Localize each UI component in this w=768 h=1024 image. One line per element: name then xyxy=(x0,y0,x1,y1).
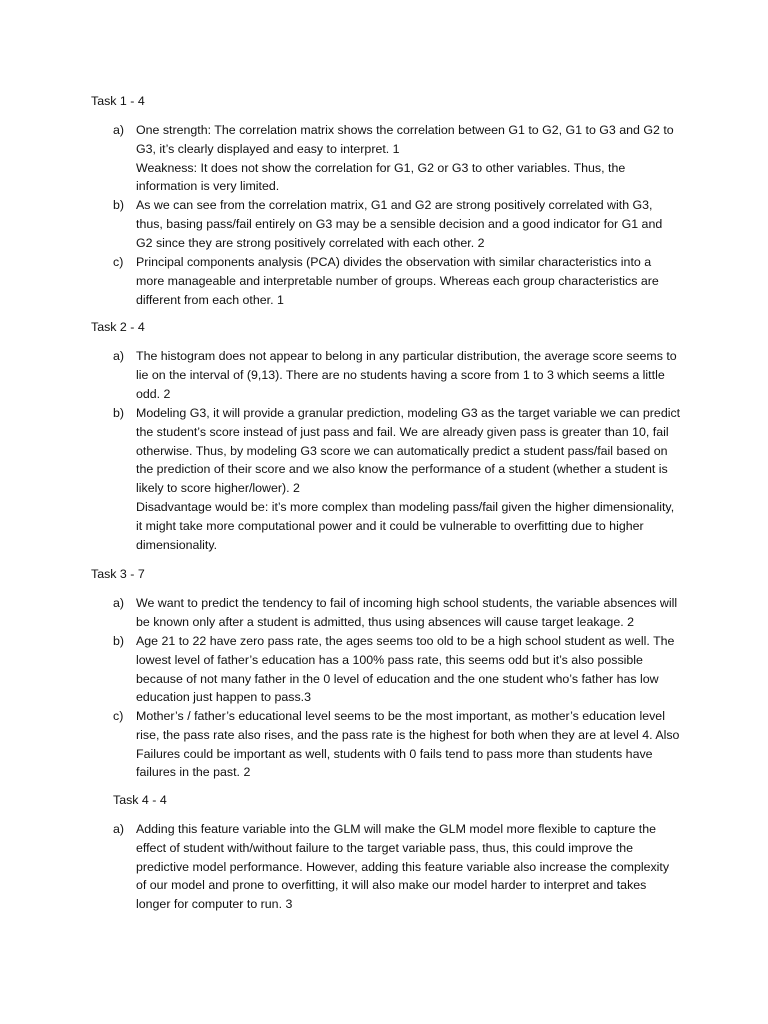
list-item-text xyxy=(136,707,681,782)
list-item-text xyxy=(136,594,681,632)
task-3-heading: Task 3 - 7 xyxy=(91,567,145,581)
task-2-heading: Task 2 - 4 xyxy=(91,320,145,334)
paragraph: Mother’s / father’s educational level seems to be the most important, as mother’s education level rise, the pass rate also rises, and the pass rate is the highest for both when they are at level 4. Also Failures could be important as well, students with 0 fails tend to pass more than students have failures in the past. 2 xyxy=(136,709,680,780)
task-1-heading: Task 1 - 4 xyxy=(91,94,145,108)
list-item-text xyxy=(136,404,681,554)
paragraph: Age 21 to 22 have zero pass rate, the ages seems too old to be a high school student as well. The lowest level of father’s education has a 100% pass rate, this seems odd but it’s also possible because of not many father in the 0 level of education and the one student who’s father has low education just happen to pass.3 xyxy=(136,634,675,705)
paragraph: Weakness: It does not show the correlation for G1, G2 or G3 to other variables. Thus, the information is very limited. xyxy=(136,160,626,194)
list-item-text xyxy=(136,196,681,252)
paragraph: As we can see from the correlation matrix, G1 and G2 are strong positively correlated with G3, thus, basing pass/fail entirely on G3 may be a sensible decision and a good indicator for G1 and G2 since they are strong positively correlated with each other. 2 xyxy=(136,198,663,250)
list-marker: b) xyxy=(113,198,125,212)
paragraph: Disadvantage would be: it’s more complex than modeling pass/fail given the higher dimensionality, it might take more computational power and it could be vulnerable to overfitting due to higher dimensionality. xyxy=(136,499,675,552)
paragraph: One strength: The correlation matrix shows the correlation between G1 to G2, G1 to G3 and G2 to G3, it’s clearly displayed and easy to interpret. 1 xyxy=(136,123,674,156)
list-item-text xyxy=(136,820,681,914)
list-marker: a) xyxy=(113,596,125,610)
paragraph: The histogram does not appear to belong in any particular distribution, the average score seems to lie on the interval of (9,13). There are no students having a score from 1 to 3 which seems a little odd. 2 xyxy=(136,349,677,401)
list-marker: b) xyxy=(113,406,125,420)
paragraph: Principal components analysis (PCA) divides the observation with similar characteristics into a more manageable and interpretable number of groups. Whereas each group characteristics are different from each other. 1 xyxy=(136,255,659,307)
list-marker: b) xyxy=(113,634,125,648)
paragraph: Modeling G3, it will provide a granular prediction, modeling G3 as the target variable we can predict the student’s score instead of just pass and fail. We are already given pass is greater than 10, fail otherwise. Thus, by modeling G3 score we can automatically predict a student pass/fail based on the prediction of their score and we also know the performance of a student (whether a student is likely to score higher/lower). 2 xyxy=(136,406,681,496)
paragraph: Adding this feature variable into the GLM will make the GLM model more flexible to capture the effect of student with/without failure to the target variable pass, thus, this could improve the predictive model performance. However, adding this feature variable also increase the complexity of our model and prone to overfitting, it will also make our model harder to interpret and takes longer for computer to run. 3 xyxy=(136,822,670,912)
list-item-text xyxy=(136,347,681,403)
list-marker: a) xyxy=(113,349,125,363)
list-item-text xyxy=(136,632,681,707)
list-marker: a) xyxy=(113,822,125,836)
list-marker: a) xyxy=(113,123,125,137)
task-4-heading: Task 4 - 4 xyxy=(113,793,167,807)
list-item-text xyxy=(136,253,681,309)
paragraph: We want to predict the tendency to fail of incoming high school students, the variable absences will be known only after a student is admitted, thus using absences will cause target leakage. 2 xyxy=(136,596,678,629)
list-item-text xyxy=(136,121,681,196)
list-marker: c) xyxy=(113,709,124,723)
list-marker: c) xyxy=(113,255,124,269)
